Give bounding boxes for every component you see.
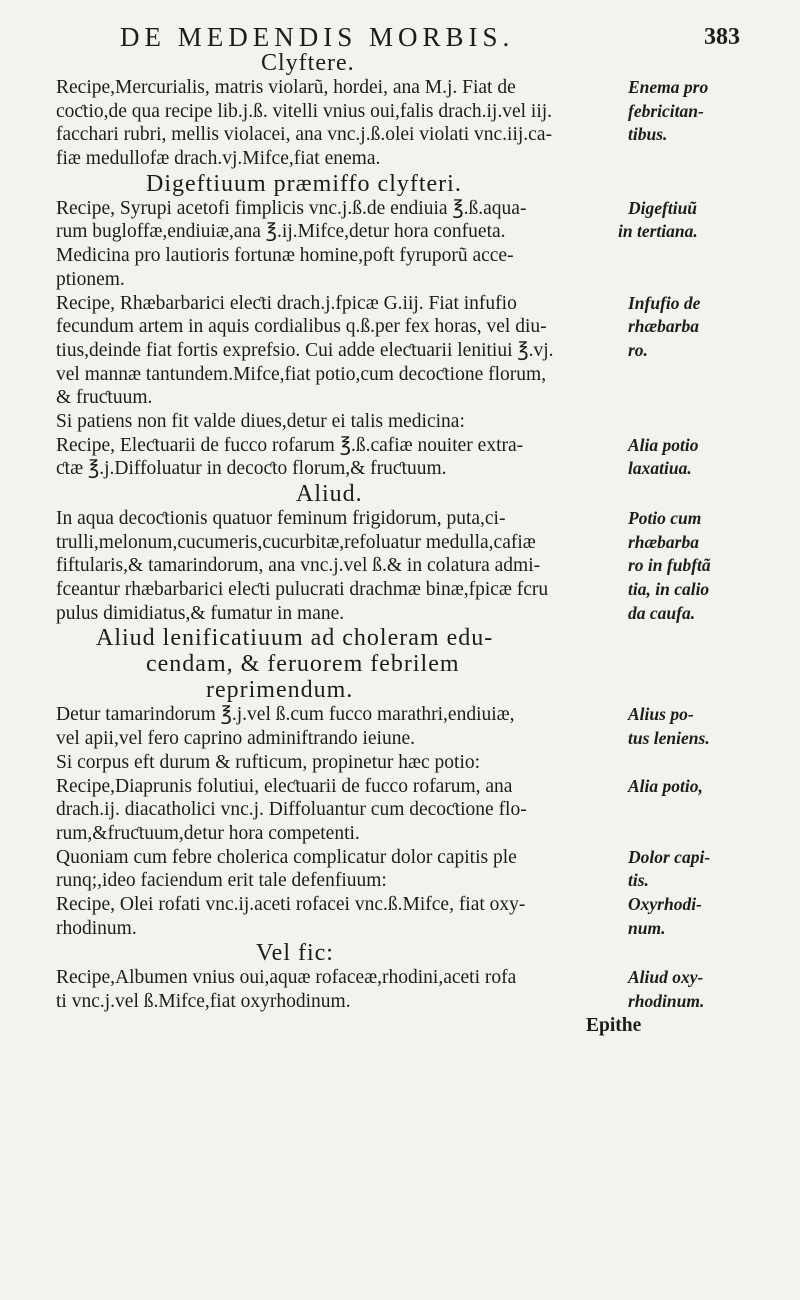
margin-note: in tertiana. [618, 221, 698, 242]
text-line [56, 578, 756, 602]
line-text: coƈtio,de qua recipe lib.j.ß. vitelli vnius oui,falis drach.ij.vel iij. [56, 100, 553, 122]
text-line [56, 292, 756, 316]
line-text: rhodinum. [56, 917, 137, 939]
margin-note: da caufa. [628, 602, 696, 623]
section-heading [56, 171, 756, 197]
text-line [56, 798, 756, 822]
text-line [56, 410, 756, 434]
line-text: reprimendum. [206, 677, 354, 704]
text-line [56, 893, 756, 917]
section-heading [56, 50, 756, 76]
line-text: Recipe, Olei rofati vnc.ij.aceti rofacei vnc.ß.Mifce, fiat oxy- [56, 893, 526, 915]
margin-note: Alia potio [628, 434, 699, 455]
section-heading [56, 625, 756, 651]
text-line [56, 244, 756, 268]
text-line [56, 123, 756, 147]
text-line [56, 917, 756, 941]
margin-note: tibus. [628, 124, 668, 145]
margin-note: rhodinum. [628, 991, 705, 1011]
text-line [56, 751, 756, 775]
line-text: Vel fic: [256, 940, 334, 967]
text-line [56, 846, 756, 870]
margin-note: Alia potio, [628, 775, 703, 796]
line-text: ti vnc.j.vel ß.Mifce,fiat oxyrhodinum. [56, 991, 351, 1012]
margin-note: Aliud oxy- [628, 967, 704, 988]
line-text: Digeftiuum præmiffo clyfteri. [146, 170, 462, 197]
text-line [56, 100, 756, 124]
text-line [56, 775, 756, 799]
text-line [56, 386, 756, 410]
text-line [56, 727, 756, 751]
line-text: Recipe,Mercurialis, matris violarũ, hordei, ana M.j. Fiat de [56, 77, 516, 98]
margin-note: Digeftiuũ [628, 197, 698, 218]
line-text: pulus dimidiatus,& fumatur in mane. [56, 602, 345, 624]
page-body [56, 50, 756, 1037]
margin-note: Alius po- [628, 704, 694, 725]
line-text: Clyftere. [261, 50, 355, 76]
text-line [56, 315, 756, 339]
line-text: Recipe, Rhæbarbarici eleƈti drach.j.fpicæ G.iij. Fiat infufio [56, 292, 517, 314]
margin-note: ro in fubftã [628, 555, 711, 576]
margin-note: Infufio de [628, 292, 701, 313]
line-text: cendam, & feruorem febrilem [146, 651, 460, 678]
margin-note: Potio cum [628, 508, 702, 528]
line-text: vel apii,vel fero caprino adminiftrando ieiune. [56, 728, 415, 750]
text-line [56, 339, 756, 363]
section-heading [56, 940, 756, 966]
text-line [56, 147, 756, 171]
line-text: Si patiens non fit valde diues,detur ei talis medicina: [56, 410, 465, 432]
margin-note: num. [628, 917, 666, 938]
text-line [56, 822, 756, 846]
line-text: Si corpus eft durum & rufticum, propinetur hæc potio: [56, 751, 481, 773]
line-text: fiæ medullofæ drach.vj.Mifce,fiat enema. [56, 148, 381, 170]
text-line [56, 363, 756, 387]
section-heading [56, 481, 756, 507]
line-text: tius,deinde fiat fortis exprefsio. Cui adde eleƈtuarii lenitiui ℥.vj. [56, 339, 554, 361]
text-line [56, 554, 756, 578]
line-text: drach.ij. diacatholici vnc.j. Diffoluantur cum decoƈtione flo- [56, 799, 527, 821]
line-text: Recipe, Syrupi acetofi fimplicis vnc.j.ß.de endiuia ℥.ß.aqua- [56, 197, 527, 219]
margin-note: laxatiua. [628, 458, 692, 479]
text-line [56, 76, 756, 100]
margin-note: tus leniens. [628, 728, 710, 749]
line-text: Quoniam cum febre cholerica complicatur dolor capitis ple [56, 846, 517, 868]
margin-note: rhæbarba [628, 316, 699, 337]
line-text: runq;,ideo faciendum erit tale defenfiuum: [56, 870, 387, 892]
text-line [56, 966, 756, 990]
line-text: fceantur rhæbarbarici eleƈti pulucrati drachmæ binæ,fpicæ fcru [56, 579, 549, 601]
text-line [56, 268, 756, 292]
margin-note: febricitan- [628, 100, 704, 121]
line-text: rum bugloffæ,endiuiæ,ana ℥.ij.Mifce,detur hora confueta. [56, 221, 506, 243]
line-text: Detur tamarindorum ℥.j.vel ß.cum fucco marathri,endiuiæ, [56, 704, 515, 726]
line-text: vel mannæ tantundem.Mifce,fiat potio,cum decoƈtione florum, [56, 363, 547, 385]
text-line [56, 869, 756, 893]
line-text: Medicina pro lautioris fortunæ homine,poft fyruporũ acce- [56, 245, 514, 267]
section-heading [56, 677, 756, 703]
line-text: fiftularis,& tamarindorum, ana vnc.j.vel ß.& in colatura admi- [56, 555, 541, 577]
running-head: DE MEDENDIS MORBIS. [120, 22, 515, 52]
line-text: In aqua decoƈtionis quatuor feminum frigidorum, puta,ci- [56, 508, 506, 529]
line-text: Aliud. [296, 481, 363, 507]
text-line [56, 457, 756, 481]
page-number: 383 [704, 24, 740, 50]
margin-note: rhæbarba [628, 531, 699, 552]
margin-note: ro. [628, 339, 648, 360]
line-text: Aliud lenificatiuum ad choleram edu- [96, 625, 494, 652]
text-line [56, 507, 756, 531]
margin-note: tia, in calio [628, 579, 710, 600]
text-line [56, 434, 756, 458]
line-text: rum,&fruƈtuum,detur hora competenti. [56, 822, 360, 844]
line-text: fecundum artem in aquis cordialibus q.ß.per fex horas, vel diu- [56, 316, 547, 338]
line-text: trulli,melonum,cucumeris,cucurbitæ,refoluatur medulla,cafiæ [56, 531, 536, 553]
catchword [56, 1014, 756, 1038]
margin-note: Dolor capi- [628, 846, 711, 867]
line-text: ƈtæ ℥.j.Diffoluatur in decoƈto florum,& fruƈtuum. [56, 458, 447, 480]
line-text: Epithe [586, 1014, 642, 1036]
section-heading [56, 651, 756, 677]
line-text: Recipe,Diaprunis folutiui, eleƈtuarii de fucco rofarum, ana [56, 775, 513, 797]
text-line [56, 703, 756, 727]
text-line [56, 990, 756, 1014]
text-line [56, 197, 756, 221]
text-line [56, 531, 756, 555]
margin-note: tis. [628, 870, 649, 891]
text-line [56, 220, 756, 244]
line-text: Recipe,Albumen vnius oui,aquæ rofaceæ,rhodini,aceti rofa [56, 967, 517, 989]
line-text: ptionem. [56, 268, 125, 290]
text-line [56, 602, 756, 626]
line-text: Recipe, Eleƈtuarii de fucco rofarum ℥.ß.cafiæ nouiter extra- [56, 434, 524, 456]
line-text: facchari rubri, mellis violacei, ana vnc.j.ß.olei violati vnc.iij.ca- [56, 124, 552, 146]
margin-note: Enema pro [628, 77, 709, 97]
margin-note: Oxyrhodi- [628, 893, 702, 914]
line-text: & fruƈtuum. [56, 387, 153, 409]
